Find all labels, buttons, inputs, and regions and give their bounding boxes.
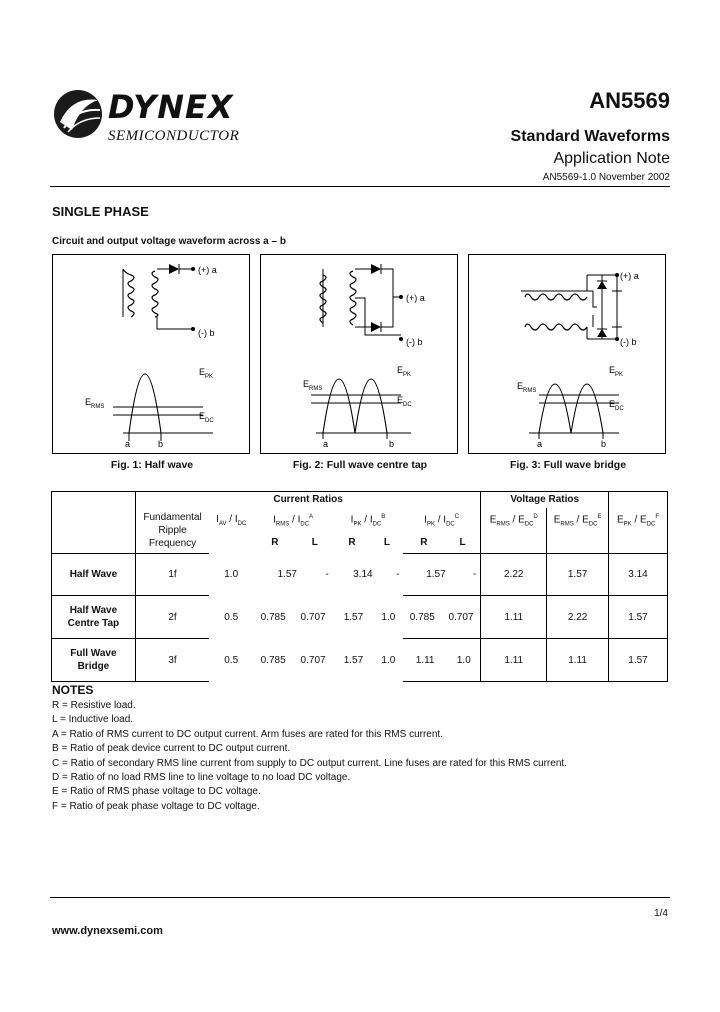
- figure-1-box: [52, 254, 250, 454]
- full-wave-bridge-diagram: [469, 255, 665, 453]
- ipk-header: $I_{PK} / I_{DC}^B$ R L: [348, 513, 390, 548]
- svg-text:(+) a: (+) a: [406, 293, 425, 303]
- header-divider: [50, 186, 670, 187]
- svg-text:EPK: $E_{PK}$: [397, 365, 412, 378]
- row-label: Full Wave Bridge: [52, 639, 136, 682]
- notes-title: NOTES: [52, 683, 94, 697]
- svg-text:(-) b: (-) b: [406, 337, 423, 347]
- svg-text:ERMS: $E_{RMS}$: [517, 381, 537, 394]
- document-revision: AN5569-1.0 November 2002: [542, 172, 670, 183]
- notes-list: [52, 699, 567, 814]
- note-item: L = Inductive load.: [52, 714, 134, 726]
- website-link[interactable]: www.dynexsemi.com: [52, 925, 163, 937]
- svg-text:EDC: $E_{DC}$: [397, 395, 412, 408]
- table-corner: [52, 492, 136, 554]
- current-ratios-header: Current Ratios: [135, 492, 481, 508]
- terminal-a-label: (+) a: [198, 265, 217, 275]
- full-wave-centre-tap-diagram: [261, 255, 457, 453]
- note-item: D = Ratio of no load RMS line to line voltage to no load DC voltage.: [52, 772, 351, 784]
- svg-text:ERMS: $E_{RMS}$: [303, 379, 323, 392]
- svg-text:(+) a: (+) a: [620, 271, 639, 281]
- svg-text:b: b: [601, 439, 607, 449]
- table-row: Full Wave Bridge 3f 0.5 0.785 0.707 1.57 1.0 1.11 1.0 1.11 1.11 1.57: [52, 639, 668, 682]
- erms-edc-d-header: $E_{RMS} / E_{DC}^D$: [481, 508, 547, 554]
- note-item: R = Resistive load.: [52, 700, 136, 711]
- footer-divider: [50, 897, 670, 898]
- svg-text:EDC: $E_{DC}$: [199, 411, 214, 424]
- table-row: Half Wave Centre Tap 2f 0.5 0.785 0.707 1.57 1.0 0.785 0.707 1.11 2.22 1.57: [52, 596, 668, 639]
- erms-edc-e-header: $E_{RMS} / E_{DC}^E$: [547, 508, 609, 554]
- note-item: A = Ratio of RMS current to DC output current. Arm fuses are rated for this RMS current.: [52, 728, 443, 740]
- svg-text:a: a: [125, 439, 131, 449]
- svg-text:EPK: $E_{PK}$: [609, 365, 624, 378]
- row-label: Half Wave Centre Tap: [52, 596, 136, 639]
- svg-text:(-) b: (-) b: [620, 337, 637, 347]
- epk-edc-header: $E_{PK} / E_{DC}^F$: [609, 508, 668, 554]
- note-item: B = Ratio of peak device current to DC output current.: [52, 743, 291, 755]
- logo-wordmark: DYNEX: [108, 88, 234, 126]
- svg-text:a: a: [323, 439, 329, 449]
- figure-1-caption: Fig. 1: Half wave: [110, 459, 194, 471]
- document-number: AN5569: [589, 88, 670, 113]
- figure-2-box: [260, 254, 458, 454]
- dynex-logo-icon: [50, 86, 106, 142]
- svg-text:EPK: $E_{PK}$: [199, 367, 214, 380]
- row-label: Half Wave: [52, 554, 136, 596]
- terminal-b-label: (-) b: [198, 328, 215, 338]
- section-title: SINGLE PHASE: [52, 204, 149, 219]
- logo-subtitle: SEMICONDUCTOR: [108, 128, 240, 144]
- iav-header: $I_{AV} / I_{DC}$: [216, 513, 247, 527]
- primary-coil: [123, 269, 134, 317]
- circuit-label: Circuit and output voltage waveform across a – b: [52, 236, 286, 247]
- figure-3-caption: Fig. 3: Full wave bridge: [509, 459, 627, 471]
- document-type: Application Note: [553, 150, 670, 167]
- note-item: C = Ratio of secondary RMS line current from supply to DC output current. Line fuses are rated for this RMS current.: [52, 757, 567, 769]
- irms-header: $I_{RMS} / I_{DC}^A$ R L: [271, 513, 318, 548]
- table-row: Half Wave 1f 1.0 1.57 - 3.14 - 1.57 - 2.22 1.57 3.14: [52, 554, 668, 596]
- svg-text:b: b: [389, 439, 395, 449]
- figure-3-box: [468, 254, 666, 454]
- svg-text:b: b: [158, 439, 164, 449]
- note-item: E = Ratio of RMS phase voltage to DC voltage.: [52, 786, 261, 798]
- svg-text:ERMS: $E_{RMS}$: [85, 397, 105, 410]
- page-number: 1/4: [654, 908, 668, 919]
- voltage-ratios-header: Voltage Ratios: [481, 492, 609, 508]
- figure-2-caption: Fig. 2: Full wave centre tap: [292, 459, 428, 471]
- ratios-table: [51, 491, 668, 682]
- half-wave-diagram: [53, 255, 249, 453]
- secondary-coil: [152, 271, 158, 317]
- fundamental-header: Fundamental Ripple Frequency: [135, 508, 209, 554]
- note-item: F = Ratio of peak phase voltage to DC voltage.: [52, 800, 260, 812]
- svg-text:a: a: [537, 439, 543, 449]
- document-title: Standard Waveforms: [510, 128, 670, 145]
- diode-icon: [169, 264, 179, 274]
- ipk2-header: $I_{PK} / I_{DC}^C$ R L: [403, 508, 481, 554]
- half-wave-curve: [129, 374, 161, 433]
- svg-text:EDC: $E_{DC}$: [609, 399, 624, 412]
